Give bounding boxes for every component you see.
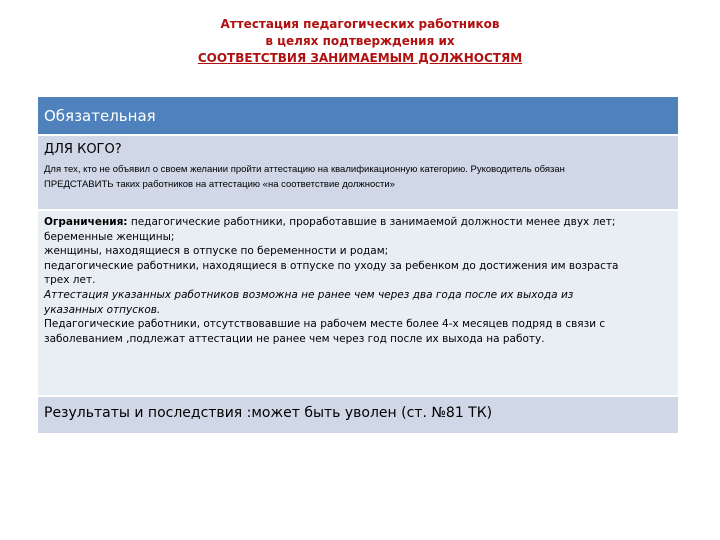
restrictions-line-3: женщины, находящиеся в отпуске по беременности и родам;	[44, 245, 389, 258]
restrictions-line-4: педагогические работники, находящиеся в отпуске по уходу за ребенком до достижения им возраста	[44, 259, 619, 272]
who-text	[44, 162, 672, 192]
who-question: ДЛЯ КОГО?	[44, 142, 122, 157]
attestation-table	[38, 97, 678, 435]
header-label: Обязательная	[44, 107, 156, 125]
restrictions-label: Ограничения:	[44, 216, 128, 228]
restrictions-italic-2: указанных отпусков.	[44, 303, 161, 316]
restrictions-italic-1: Аттестация указанных работников возможна не ранее чем через два года после их выхода из	[44, 288, 574, 301]
restrictions-line-2: беременные женщины;	[44, 230, 175, 243]
title-line-3: СООТВЕТСТВИЯ ЗАНИМАЕМЫМ ДОЛЖНОСТЯМ	[197, 51, 523, 65]
restrictions-text-1: педагогические работники, проработавшие в занимаемой должности менее двух лет;	[127, 216, 616, 228]
title-line-2: в целях подтверждения их	[265, 34, 455, 48]
page-title	[0, 16, 720, 67]
restrictions-row	[38, 211, 678, 397]
table-header	[38, 97, 678, 136]
restrictions-line-5: трех лет.	[44, 274, 96, 287]
results-text: Результаты и последствия :может быть уволен (ст. №81 ТК)	[44, 405, 493, 421]
title-line-1: Аттестация педагогических работников	[220, 17, 500, 31]
results-row	[38, 397, 678, 435]
who-row	[38, 136, 678, 211]
restrictions-line-1	[44, 215, 672, 230]
who-text-line-2: ПРЕДСТАВИТЬ таких работников на аттестацию «на соответствие должности»	[44, 179, 395, 190]
restrictions-line-7: заболеванием ,подлежат аттестации не ранее чем через год после их выхода на работу.	[44, 332, 545, 345]
who-text-line-1: Для тех, кто не объявил о своем желании пройти аттестацию на квалификационную категорию. Руководитель обязан	[44, 164, 565, 175]
restrictions-line-6: Педагогические работники, отсутствовавшие на рабочем месте более 4-х месяцев подряд в связи с	[44, 318, 606, 331]
